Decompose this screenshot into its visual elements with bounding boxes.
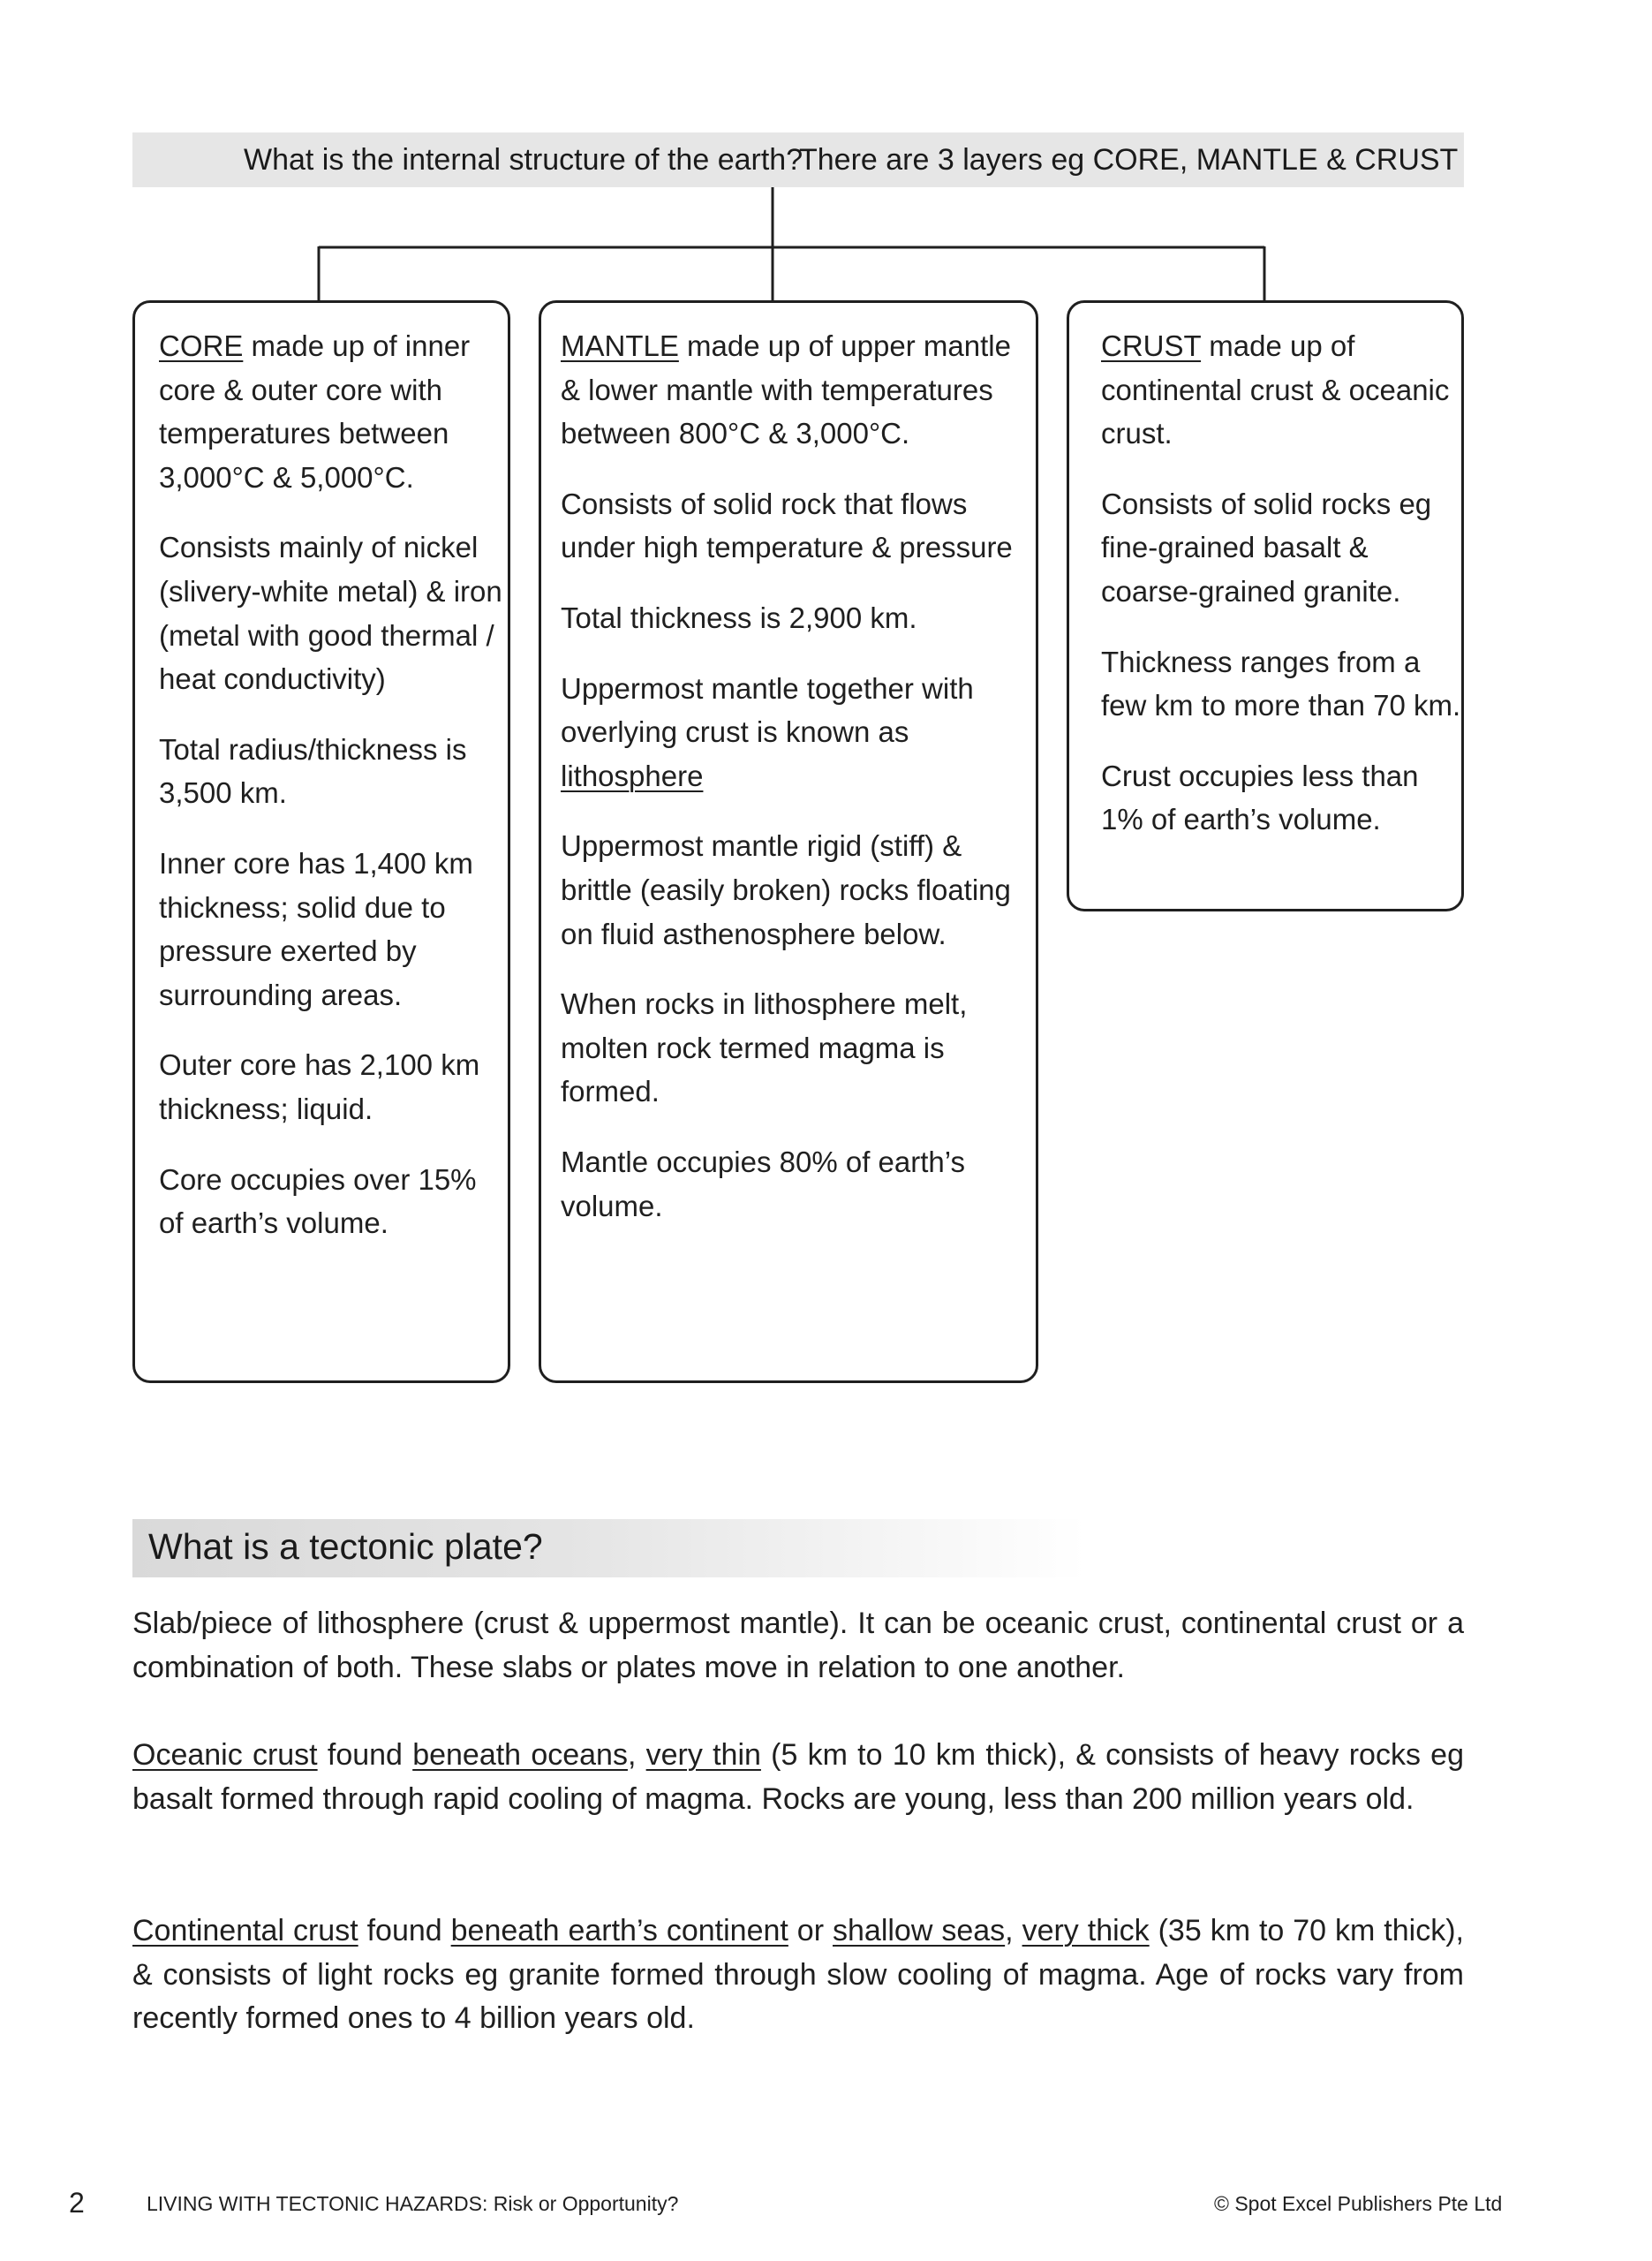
mantle-point: Total thickness is 2,900 km. xyxy=(561,601,917,634)
page-number: 2 xyxy=(69,2187,85,2219)
core-keyword: CORE xyxy=(159,329,244,362)
structure-header-bar xyxy=(132,132,1464,187)
oceanic-crust-term: Oceanic crust xyxy=(132,1738,318,1772)
core-point: Inner core has 1,400 km thickness; solid due to pressure exerted by surrounding areas. xyxy=(159,846,473,1011)
crust-keyword: CRUST xyxy=(1101,329,1202,362)
crust-point: Consists of solid rocks eg fine-grained basalt & coarse-grained granite. xyxy=(1101,487,1432,608)
crust-point: Thickness ranges from a few km to more than 70 km. xyxy=(1101,645,1461,722)
continental-crust-term: Continental crust xyxy=(132,1914,358,1947)
crust-intro: CRUST made up of continental crust & oceanic crust. xyxy=(1101,329,1450,450)
structure-answer: There are 3 layers eg CORE, MANTLE & CRUST xyxy=(799,142,1459,177)
core-point: Total radius/thickness is 3,500 km. xyxy=(159,732,467,810)
continental-thickness: very thick xyxy=(1022,1914,1150,1947)
mantle-box xyxy=(539,300,1038,1383)
crust-point: Crust occupies less than 1% of earth’s volume. xyxy=(1101,759,1419,836)
crust-box xyxy=(1067,300,1464,911)
core-point: Outer core has 2,100 km thickness; liquid. xyxy=(159,1048,480,1125)
mantle-point: Consists of solid rock that flows under high temperature & pressure xyxy=(561,487,1013,564)
tectonic-definition: Slab/piece of lithosphere (crust & uppermost mantle). It can be oceanic crust, continental crust or a combination of both. These slabs or plates move in relation to one another. xyxy=(132,1607,1464,1684)
mantle-point: When rocks in lithosphere melt, molten rock termed magma is formed. xyxy=(561,987,968,1108)
oceanic-location: beneath oceans xyxy=(412,1738,628,1772)
core-point: Consists mainly of nickel (slivery-white metal) & iron (metal with good thermal / heat conductivity) xyxy=(159,531,502,696)
footer-copyright: © Spot Excel Publishers Pte Ltd xyxy=(1214,2192,1503,2215)
continental-location: beneath earth’s continent xyxy=(450,1914,788,1947)
core-box xyxy=(132,300,510,1383)
mantle-point: Mantle occupies 80% of earth’s volume. xyxy=(561,1145,965,1222)
continental-location-seas: shallow seas xyxy=(833,1914,1006,1947)
lithosphere-term: lithosphere xyxy=(561,759,704,792)
oceanic-crust-paragraph: Oceanic crust found beneath oceans, very thin (5 km to 10 km thick), & consists of heavy rocks eg basalt formed through rapid cooling of magma. Rocks are young, less than 200 million years old. xyxy=(132,1738,1464,1816)
structure-question: What is the internal structure of the earth? xyxy=(244,142,803,177)
core-intro: CORE made up of inner core & outer core with temperatures between 3,000°C & 5,000°C. xyxy=(159,329,471,494)
footer-book-title: LIVING WITH TECTONIC HAZARDS: Risk or Opportunity? xyxy=(147,2192,679,2215)
mantle-point-lithosphere: Uppermost mantle together with overlying crust is known as lithosphere xyxy=(561,671,974,792)
mantle-intro: MANTLE made up of upper mantle & lower mantle with temperatures between 800°C & 3,000°C. xyxy=(561,329,1011,450)
core-point: Core occupies over 15% of earth’s volume. xyxy=(159,1162,477,1240)
oceanic-thickness: very thin xyxy=(645,1738,761,1772)
mantle-keyword: MANTLE xyxy=(561,329,679,362)
tectonic-section-bar xyxy=(132,1519,1086,1577)
mantle-point: Uppermost mantle rigid (stiff) & brittle (easily broken) rocks floating on fluid asthenosphere below. xyxy=(561,829,1011,950)
continental-crust-paragraph: Continental crust found beneath earth’s continent or shallow seas, very thick (35 km to 70 km thick), & consists of light rocks eg granite formed through slow cooling of magma. Age of rocks vary from recently formed ones to 4 billion years old. xyxy=(132,1914,1464,2036)
tectonic-title: What is a tectonic plate? xyxy=(148,1526,543,1567)
